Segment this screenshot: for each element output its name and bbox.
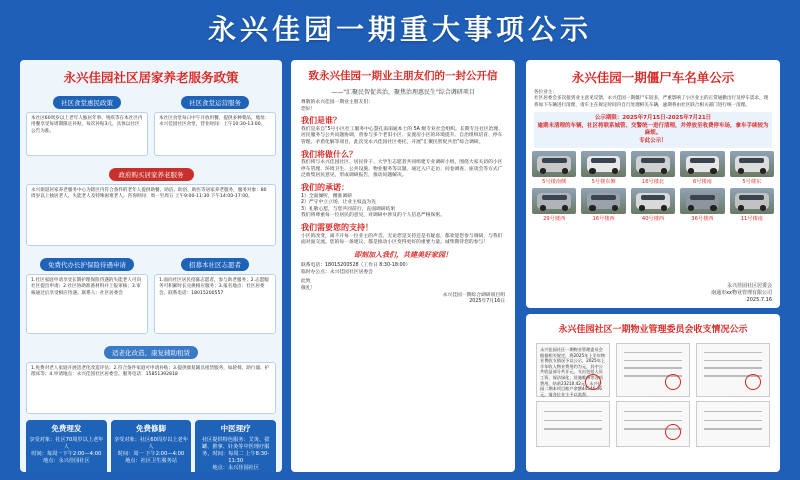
car-photo (680, 188, 724, 222)
car-photo (581, 151, 625, 185)
car-location-label: 16号楼北 (641, 179, 665, 186)
canteen-policy-label: 社区食堂惠民政策 (53, 96, 121, 109)
section-promise: 我们的承诺： (301, 182, 349, 192)
section-who-we-are-text: 我们是来自“5号小区社工服务中心慧孔南南通本土的 5A 级专业社会组织。长期专注社区治理、居民服务与公共问题协调，曾参与多个老旧小区、安置房小区的环境提升、自治组织培育、停车管理、矛盾化解等项目，此次受永兴佳园社区委托，开展“汇聚民智促共治”综合调研。 (301, 126, 504, 145)
finance-report-document (536, 343, 610, 397)
zombie-car-text: 社区居委会多次接到业主意见反馈，永兴佳园一期僵尸车较多，严重影响了小区业主的正常通勤出行及停车需求，现将如下车辆进行清理，请车主在规定时间内自行处理相关车辆，逾期将由社区联合相关部门进行统一清理。 (534, 96, 769, 108)
car-image (581, 151, 625, 177)
letter-address: 临时办公点：永兴佳园社区居委会 (301, 269, 373, 275)
ltc-insurance-label: 免费代办长护保险待遇申请 (40, 258, 134, 271)
open-letter-panel (291, 60, 515, 472)
car-photo (680, 151, 724, 185)
aging-renovation-label: 适老化改造、康复辅助租赁 (104, 346, 198, 359)
car-photo (730, 151, 774, 185)
car-photo (631, 188, 675, 222)
section-support-text: 小区的改变，离不开每一位业主的声音。无论您是支持还是有疑虑，都欢迎您参与调研，与我们面对面交流。您的每一条建议，都是推动小区变得更好的重要力量。诚挚期待您的参与！ (301, 233, 503, 246)
property-committee-title: 永兴佳园社区一期物业管理委员会收支情况公示 (558, 325, 748, 335)
car-image (730, 151, 774, 177)
financial-documents (526, 339, 780, 401)
free-pedicure-title: 免费修脚 (136, 424, 166, 433)
car-image (532, 151, 576, 177)
receipt-document-2 (696, 343, 770, 397)
car-location-label: 16号楼西 (592, 216, 615, 223)
property-committee-panel (526, 314, 780, 472)
zombie-car-sign1: 永兴佳园社区居委会 (726, 283, 772, 289)
volunteer-text: 1.面向社区居民招募志愿者，参与助老服务；2.志愿服务可积累时长兑换相应服务；3.报名地点：社区居委会。联系电话：18015200557 (154, 274, 276, 334)
gov-service-text: 永兴街道居家养老服务中心为辖区内符合条件的老年人提供助餐、助洁、助浴、助医等居家养老服务，服务对象：80周岁以上独居老人、失能老人及特殊困难老人。咨询时间：周一至周五 上午9:00-11:30 下午14:00-17:00。 (26, 184, 276, 246)
letter-regard: 敬礼！ (301, 286, 316, 292)
elderly-care-policy-panel (20, 60, 282, 472)
receipt-stamp-2 (745, 374, 761, 390)
car-location-label: 5号楼东 (742, 179, 762, 186)
aging-renovation-text: 1.免费对老人家庭开展适老化改造评估；2.符合条件家庭可申请补贴；3.提供康复辅具租赁服务，如轮椅、助行器、护理床等；4.申请地点：永兴佳园社区居委会。服务电话：15851392818 (26, 362, 276, 414)
car-photo-grid (526, 151, 780, 222)
letter-greeting: 尊敬的永兴佳园一期业主朋友们： (301, 100, 373, 105)
car-image (680, 151, 724, 177)
header-banner (0, 0, 800, 56)
canteen-policy-text: 本社区60周岁以上老年人独居年事、残疾等在本社区内用餐享受每周期限定补贴，每次补贴3元，具体以社区公告为准。 (26, 112, 148, 156)
letter-hello: 您好！ (301, 106, 316, 112)
section-what-we-do-text: 我们将与永兴佳园社区、居民骨干、大学生志愿者共同组建专业调研小组，围绕大家关切的小区停车管理、环境卫生、公共设施、物业服务等议题，通过入户走访、问卷调查、座谈会等方式广泛收集居民意见，形成调研报告，推动问题解决。 (301, 160, 503, 179)
zombie-car-date: 2025.7.16 (746, 297, 772, 303)
car-image (680, 188, 724, 214)
invoice-stamp (665, 424, 681, 440)
car-photo (730, 188, 774, 222)
invoice-document-3 (696, 401, 770, 447)
open-letter-subtitle: ——"汇聚民智促共治，聚焦治理惠民生"综合调研项目 (331, 89, 475, 96)
car-location-label: 5号楼东侧 (591, 179, 616, 186)
letter-signature: 永兴佳园一期综合调研项目组 (442, 292, 505, 298)
car-photo (532, 188, 576, 222)
receipt-stamp-1 (665, 374, 681, 390)
section-support: 我们需要您的支持！ (301, 222, 373, 232)
car-image (631, 151, 675, 177)
free-haircut-title: 免费理发 (51, 424, 82, 433)
invoice-document-2 (616, 401, 690, 447)
zombie-car-notice: 公示期限：2025年7月15日-2025年7月21日 逾期未清理的车辆，社区将联系城管、交警统一进行清理，并停放至收费停车场，拿车手续较为麻烦。 专此公示！ (534, 112, 772, 148)
car-location-label: 5号楼南侧 (542, 179, 567, 186)
car-location-label: 11号楼南 (740, 216, 763, 223)
car-location-label: 6号楼南 (692, 179, 712, 186)
car-location-label: 40号楼西 (641, 216, 665, 223)
car-photo (532, 151, 576, 185)
car-location-label: 36号楼西 (691, 216, 714, 223)
free-haircut-text: 享受对象：社区70周岁以上老年人 时间：每周一下午2:00—4:00 地点：永兴佳园社区 (29, 437, 104, 464)
car-photo (631, 151, 675, 185)
ltc-insurance-text: 1.社区家庭申请享受长期护理保险待遇的失能老人可向社区提出申请；2.社区协助准备材料并上报审核；3.审核通过后享受相应待遇。联系人：社区居委会 (26, 274, 148, 334)
finance-report-text: 永兴佳园社区一期物业管理委员会根据相关规定，将2025年上半年物业费收支情况予以公示，2025年上半年收入物业费用约为元，其中公共收益部分共计元，支出包括人员工资、保洁绿化、设施维修等各项费用，结余23210.42元，永兴佳园二期本项目账户余额44546.46元，请各位业主予以监督。 (540, 347, 606, 397)
car-image (730, 188, 774, 214)
car-image (631, 188, 675, 214)
car-photo (581, 188, 625, 222)
open-letter-title: 致永兴佳园一期业主朋友们的一封公开信 (308, 70, 498, 82)
invoice-document-1 (536, 401, 610, 447)
section-promise-text: 1）全面倾听，精准调研 2）严守中立立场，让业主权益为先 3）礼敬心愿，与您共同前行，直面调研结果 我们将尊重每一位居民的意见，对调研中涉及的个人信息严格保密。 (301, 193, 445, 219)
letter-slogan: 即刻加入我们，共建美好家园！ (354, 250, 452, 259)
section-who-we-are: 我们是谁？ (301, 116, 341, 126)
official-stamp (585, 374, 601, 390)
page-title: 永兴佳园一期重大事项公示 (207, 13, 592, 46)
zombie-car-panel (526, 60, 780, 308)
tcm-therapy-card (195, 420, 276, 472)
zombie-car-sign2: 南通市xx物业管理有限公司 (711, 290, 772, 296)
left-panel-title: 永兴佳园社区居家养老服务政策 (63, 70, 239, 85)
zombie-car-title: 永兴佳园一期僵尸车名单公示 (571, 70, 735, 85)
letter-contact: 联系电话：18015200528（工作日 8:30-18:00） (301, 263, 411, 269)
receipt-document-1 (616, 343, 690, 397)
free-pedicure-text: 享受对象：社区60周岁以上老年人 时间：周一 下午2:00—4:00 地点：社区卫生服务站 (113, 437, 189, 464)
zombie-car-greeting: 各位业主： (534, 90, 557, 95)
section-what-we-do: 我们将做什么？ (301, 149, 357, 159)
volunteer-label: 招募本社区志愿者 (181, 258, 249, 271)
free-pedicure-card (111, 420, 192, 472)
tcm-therapy-text: 社区提供特色服务：艾灸、拔罐、推拿、针灸等中医理疗服务，时间：每周二 上午8:30-11:30 地点：永兴佳园社区 (201, 437, 270, 471)
letter-date: 2025年7月16日 (469, 299, 505, 305)
car-image (581, 188, 625, 214)
gov-service-label: 政府购买居家养老服务 (109, 168, 194, 181)
canteen-operation-label: 社区食堂运营服务 (181, 96, 249, 109)
car-image (532, 188, 576, 214)
car-location-label: 29号楼西 (543, 216, 566, 223)
canteen-operation-text: 本社区食堂每日中午开放用餐，提供多种菜品，地址：永兴佳园社区食堂，营业时间：上午10:30-13:00。 (154, 112, 276, 156)
letter-salute: 此致 (301, 279, 311, 285)
free-haircut-card (26, 420, 107, 472)
tcm-therapy-title: 中医理疗 (220, 424, 251, 433)
